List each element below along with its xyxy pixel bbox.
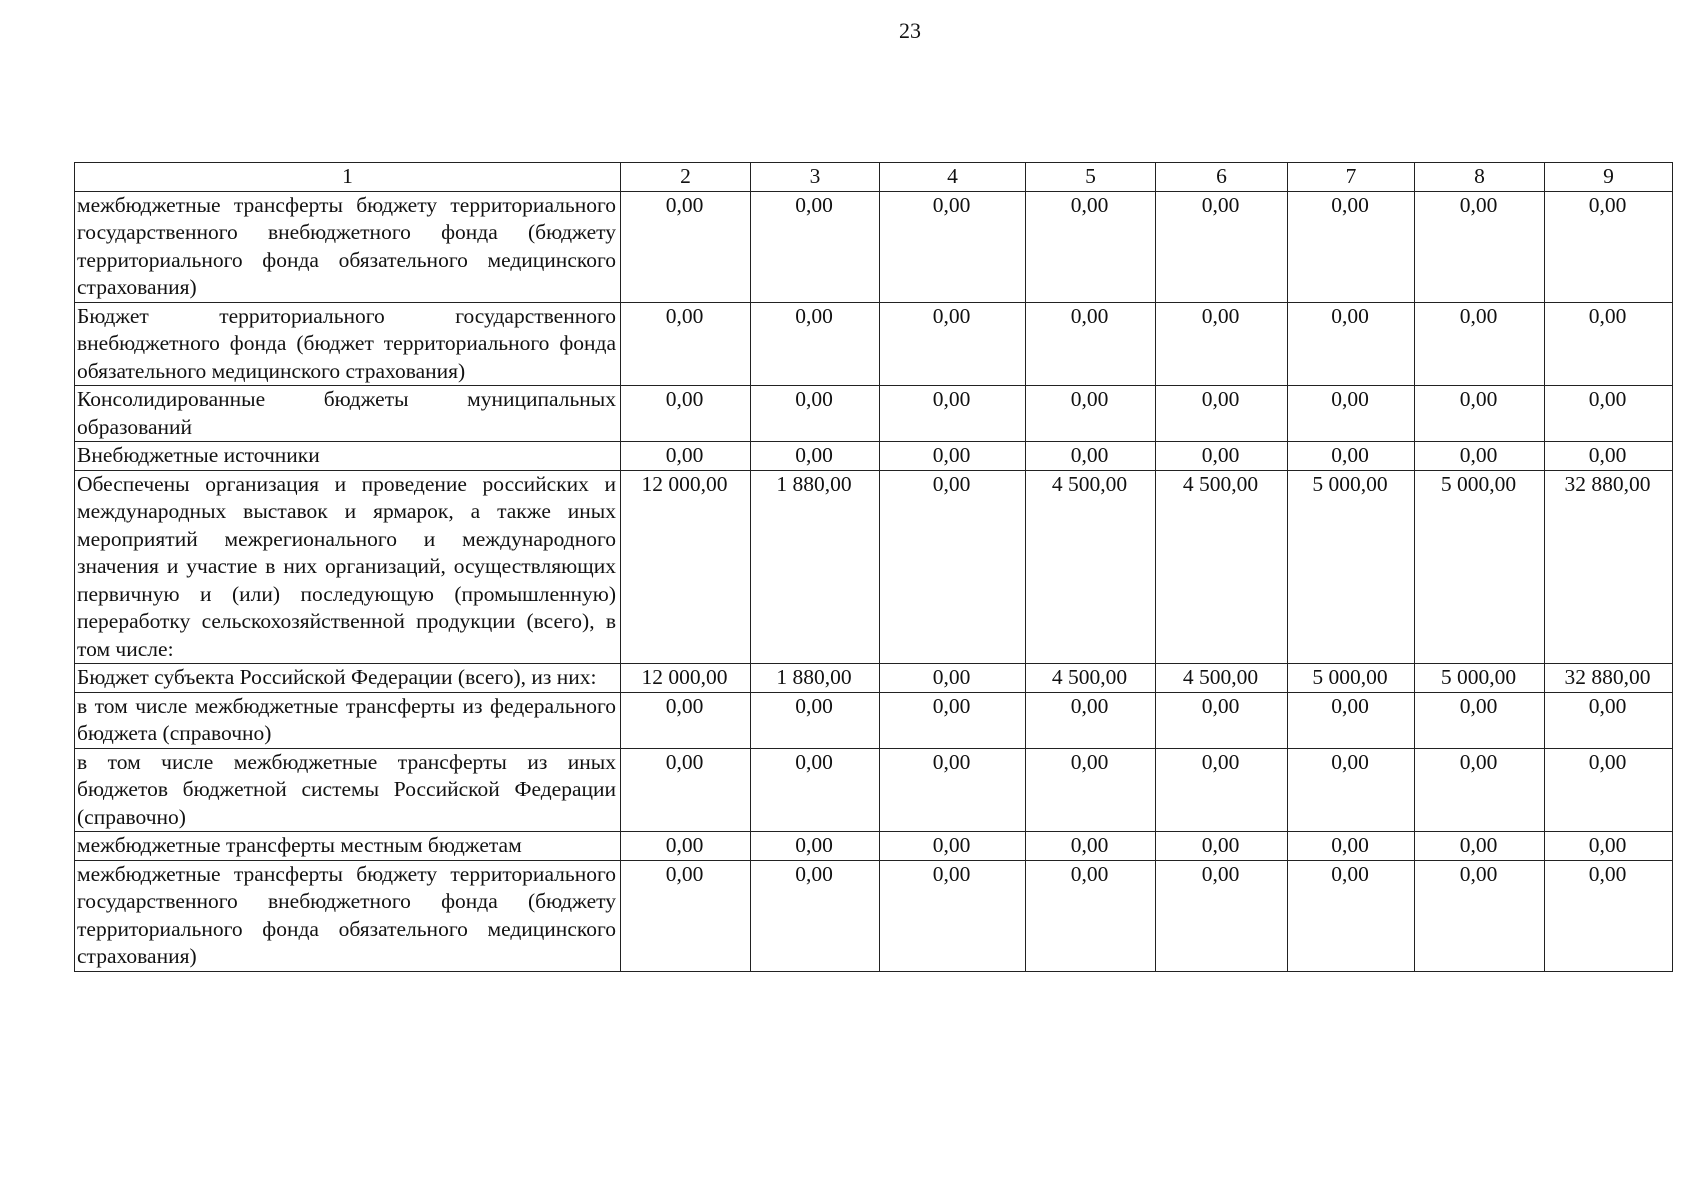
value-cell: 4 500,00 (1026, 664, 1156, 693)
value-cell: 0,00 (1545, 692, 1673, 748)
value-cell: 0,00 (751, 692, 880, 748)
row-label: Обеспечены организация и проведение российских и международных выставок и ярмарок, а также иных мероприятий межрегионального и международного значения и участие в них организаций, осуществляющих первичную и (или) последующую (промышленную) переработку сельскохозяйственной продукции (всего), в том числе: (75, 470, 621, 664)
value-cell: 0,00 (751, 386, 880, 442)
value-cell: 0,00 (1415, 302, 1545, 386)
table-row (75, 748, 1673, 832)
value-cell: 0,00 (880, 191, 1026, 302)
value-cell: 4 500,00 (1026, 470, 1156, 664)
table-row (75, 302, 1673, 386)
value-cell: 4 500,00 (1156, 470, 1288, 664)
value-cell: 0,00 (1545, 832, 1673, 861)
value-cell: 12 000,00 (621, 664, 751, 693)
value-cell: 0,00 (751, 832, 880, 861)
value-cell: 0,00 (1026, 191, 1156, 302)
value-cell: 0,00 (1156, 748, 1288, 832)
table-row (75, 470, 1673, 664)
value-cell: 0,00 (880, 470, 1026, 664)
value-cell: 0,00 (1415, 442, 1545, 471)
value-cell: 0,00 (1156, 442, 1288, 471)
page-number: 23 (899, 18, 921, 43)
value-cell: 0,00 (751, 860, 880, 971)
value-cell: 0,00 (621, 860, 751, 971)
value-cell: 4 500,00 (1156, 664, 1288, 693)
row-label: Консолидированные бюджеты муниципальных образований (75, 386, 621, 442)
value-cell: 0,00 (621, 442, 751, 471)
value-cell: 0,00 (621, 832, 751, 861)
value-cell: 0,00 (751, 442, 880, 471)
value-cell: 0,00 (1415, 748, 1545, 832)
value-cell: 0,00 (1026, 692, 1156, 748)
value-cell: 0,00 (1026, 302, 1156, 386)
value-cell: 0,00 (1026, 386, 1156, 442)
value-cell: 0,00 (1026, 748, 1156, 832)
value-cell: 0,00 (1545, 748, 1673, 832)
table-row (75, 442, 1673, 471)
value-cell: 5 000,00 (1288, 470, 1415, 664)
value-cell: 0,00 (1415, 832, 1545, 861)
table-row (75, 832, 1673, 861)
value-cell: 0,00 (1415, 386, 1545, 442)
column-header: 9 (1545, 163, 1673, 192)
value-cell: 0,00 (880, 832, 1026, 861)
value-cell: 0,00 (1156, 860, 1288, 971)
value-cell: 0,00 (621, 191, 751, 302)
column-header: 8 (1415, 163, 1545, 192)
value-cell: 0,00 (1415, 860, 1545, 971)
row-label: Бюджет субъекта Российской Федерации (всего), из них: (75, 664, 621, 693)
value-cell: 0,00 (1545, 442, 1673, 471)
column-header: 6 (1156, 163, 1288, 192)
column-header: 5 (1026, 163, 1156, 192)
value-cell: 0,00 (1288, 860, 1415, 971)
budget-table (74, 162, 1673, 972)
value-cell: 0,00 (1026, 832, 1156, 861)
value-cell: 0,00 (880, 442, 1026, 471)
value-cell: 0,00 (1288, 692, 1415, 748)
row-label: в том числе межбюджетные трансферты из иных бюджетов бюджетной системы Российской Федерации (справочно) (75, 748, 621, 832)
value-cell: 0,00 (1026, 860, 1156, 971)
value-cell: 0,00 (1545, 302, 1673, 386)
value-cell: 0,00 (1288, 832, 1415, 861)
value-cell: 5 000,00 (1415, 470, 1545, 664)
value-cell: 0,00 (1288, 302, 1415, 386)
value-cell: 0,00 (621, 386, 751, 442)
value-cell: 32 880,00 (1545, 470, 1673, 664)
value-cell: 32 880,00 (1545, 664, 1673, 693)
value-cell: 0,00 (1288, 386, 1415, 442)
value-cell: 1 880,00 (751, 470, 880, 664)
value-cell: 0,00 (1545, 386, 1673, 442)
table-row (75, 692, 1673, 748)
value-cell: 0,00 (621, 302, 751, 386)
value-cell: 0,00 (621, 748, 751, 832)
value-cell: 0,00 (621, 692, 751, 748)
table-row (75, 191, 1673, 302)
table-row (75, 860, 1673, 971)
value-cell: 0,00 (880, 860, 1026, 971)
value-cell: 0,00 (1415, 692, 1545, 748)
row-label: межбюджетные трансферты бюджету территориального государственного внебюджетного фонда (бюджету территориального фонда обязательного медицинского страхования) (75, 860, 621, 971)
value-cell: 0,00 (751, 748, 880, 832)
column-header: 1 (75, 163, 621, 192)
row-label: межбюджетные трансферты местным бюджетам (75, 832, 621, 861)
value-cell: 0,00 (880, 692, 1026, 748)
value-cell: 5 000,00 (1415, 664, 1545, 693)
value-cell: 0,00 (1545, 860, 1673, 971)
value-cell: 5 000,00 (1288, 664, 1415, 693)
value-cell: 0,00 (1545, 191, 1673, 302)
column-header: 2 (621, 163, 751, 192)
value-cell: 0,00 (880, 664, 1026, 693)
value-cell: 0,00 (1156, 191, 1288, 302)
value-cell: 0,00 (1156, 386, 1288, 442)
value-cell: 0,00 (880, 748, 1026, 832)
value-cell: 0,00 (1156, 302, 1288, 386)
table-row (75, 664, 1673, 693)
value-cell: 0,00 (880, 386, 1026, 442)
row-label: межбюджетные трансферты бюджету территориального государственного внебюджетного фонда (бюджету территориального фонда обязательного медицинского страхования) (75, 191, 621, 302)
value-cell: 0,00 (1288, 748, 1415, 832)
column-header: 4 (880, 163, 1026, 192)
row-label: Внебюджетные источники (75, 442, 621, 471)
column-header: 3 (751, 163, 880, 192)
value-cell: 0,00 (1026, 442, 1156, 471)
value-cell: 1 880,00 (751, 664, 880, 693)
value-cell: 0,00 (751, 302, 880, 386)
header-row (75, 163, 1673, 192)
column-header: 7 (1288, 163, 1415, 192)
value-cell: 0,00 (751, 191, 880, 302)
value-cell: 0,00 (880, 302, 1026, 386)
row-label: в том числе межбюджетные трансферты из федерального бюджета (справочно) (75, 692, 621, 748)
value-cell: 0,00 (1288, 191, 1415, 302)
value-cell: 0,00 (1156, 832, 1288, 861)
value-cell: 0,00 (1156, 692, 1288, 748)
row-label: Бюджет территориального государственного внебюджетного фонда (бюджет территориального фонда обязательного медицинского страхования) (75, 302, 621, 386)
value-cell: 0,00 (1288, 442, 1415, 471)
table-row (75, 386, 1673, 442)
value-cell: 0,00 (1415, 191, 1545, 302)
value-cell: 12 000,00 (621, 470, 751, 664)
